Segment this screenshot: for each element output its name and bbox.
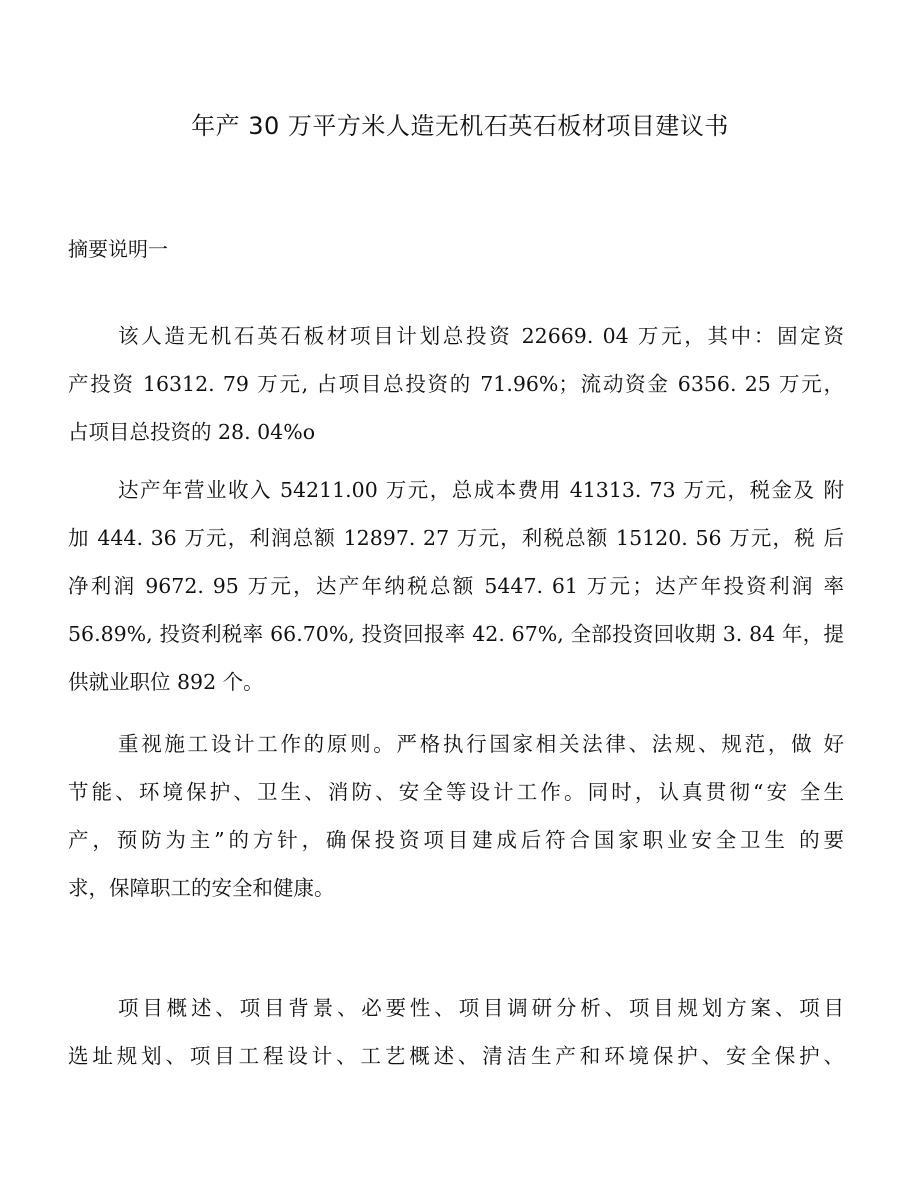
paragraph-line: 加 444. 36 万元，利润总额 12897. 27 万元，利税总额 15120. 56 万元，税 后 — [68, 526, 844, 550]
paragraph-line: 选址规划、项目工程设计、工艺概述、清洁生产和环境保护、安全保护、 — [68, 1044, 844, 1068]
paragraph-line: 56.89%, 投资利税率 66.70%, 投资回报率 42. 67%, 全部投资回收期 3. 84 年，提 — [68, 622, 844, 646]
paragraph-design-principles — [68, 720, 844, 912]
paragraph-line: 求，保障职工的安全和健康。 — [68, 876, 335, 900]
paragraph-line: 产，预防为主”的方针，确保投资项目建成后符合国家职业安全卫生 的要 — [68, 828, 844, 852]
document-title: 年产 30 万平方米人造无机石英石板材项目建议书 — [191, 112, 729, 140]
paragraph-line: 达产年营业收入 54211.00 万元，总成本费用 41313. 73 万元，税金及 附 — [118, 478, 844, 502]
paragraph-line: 重视施工设计工作的原则。严格执行国家相关法律、法规、规范，做 好 — [118, 732, 844, 756]
paragraph-line: 该人造无机石英石板材项目计划总投资 22669. 04 万元，其中：固定资 — [118, 324, 844, 348]
paragraph-line: 供就业职位 892 个。 — [68, 670, 264, 694]
paragraph-investment — [68, 312, 844, 456]
paragraph-contents-overview — [68, 984, 844, 1080]
summary-heading: 摘要说明一 — [68, 237, 168, 261]
paragraph-line: 节能、环境保护、卫生、消防、安全等设计工作。同时，认真贯彻“安 全生 — [68, 780, 844, 804]
paragraph-revenue — [68, 466, 844, 706]
paragraph-line: 产投资 16312. 79 万元, 占项目总投资的 71.96%；流动资金 6356. 25 万元， — [68, 372, 844, 396]
paragraph-line: 占项目总投资的 28. 04%o — [68, 420, 316, 444]
paragraph-line: 项目概述、项目背景、必要性、项目调研分析、项目规划方案、项目 — [118, 996, 844, 1020]
paragraph-line: 净利润 9672. 95 万元，达产年纳税总额 5447. 61 万元；达产年投资利润 率 — [68, 574, 844, 598]
